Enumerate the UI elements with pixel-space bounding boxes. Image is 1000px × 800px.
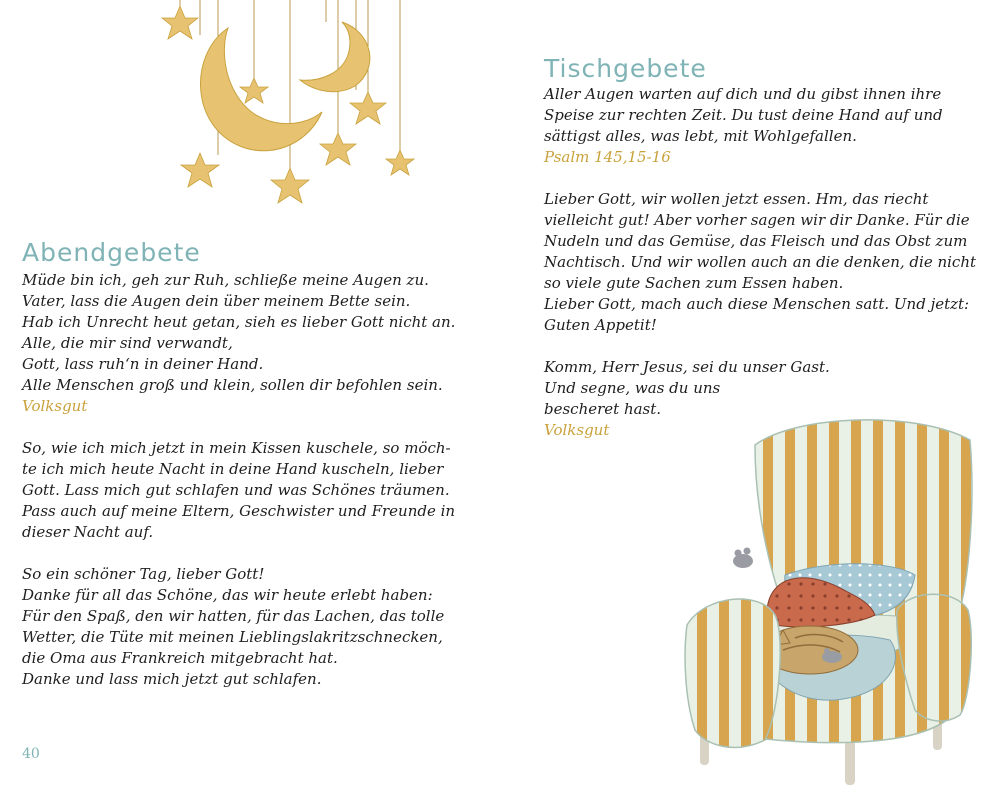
prayer-line: Aller Augen warten auf dich und du gibst ihnen ihre (544, 85, 942, 103)
prayer-line: te ich mich heute Nacht in deine Hand kuscheln, lieber (22, 460, 444, 478)
prayer-line: Danke und lass mich jetzt gut schlafen. (22, 670, 322, 688)
prayer-line: bescheret hast. (544, 400, 662, 418)
evening-prayer-1 (22, 270, 456, 690)
prayer-line: Guten Appetit! (544, 316, 657, 334)
prayer-line: so viele gute Sachen zum Essen haben. (544, 274, 844, 292)
table-prayers (544, 84, 977, 441)
prayer-line: Vater, lass die Augen dein über meinem Bette sein. (22, 292, 411, 310)
prayer-line: Und segne, was du uns (544, 379, 721, 397)
page-number: 40 (22, 746, 40, 762)
prayer-source: Volksgut (22, 397, 88, 415)
prayer-line: Nudeln und das Gemüse, das Fleisch und das Obst zum (544, 232, 968, 250)
prayer-line: Wetter, die Tüte mit meinen Lieblingslakritzschnecken, (22, 628, 443, 646)
armchair-with-cat-icon (675, 410, 985, 795)
prayer-line: Hab ich Unrecht heut getan, sieh es lieber Gott nicht an. (22, 313, 456, 331)
prayer-line: vielleicht gut! Aber vorher sagen wir dir Danke. Für die (544, 211, 970, 229)
prayer-line: Müde bin ich, geh zur Ruh, schließe meine Augen zu. (22, 271, 429, 289)
moon-stars-mobile-icon (150, 0, 420, 215)
evening-prayers-heading: Abendgebete (22, 238, 201, 267)
prayer-line: sättigst alles, was lebt, mit Wohlgefallen. (544, 127, 857, 145)
prayer-line: Alle, die mir sind verwandt, (22, 334, 233, 352)
prayer-line: Komm, Herr Jesus, sei du unser Gast. (544, 358, 830, 376)
prayer-line: Nachtisch. Und wir wollen auch an die denken, die nicht (544, 253, 977, 271)
prayer-line: die Oma aus Frankreich mitgebracht hat. (22, 649, 338, 667)
prayer-line: Speise zur rechten Zeit. Du tust deine Hand auf und (544, 106, 943, 124)
table-prayers-heading: Tischgebete (544, 54, 707, 83)
prayer-line: So ein schöner Tag, lieber Gott! (22, 565, 265, 583)
prayer-source: Volksgut (544, 421, 610, 439)
prayer-line: So, wie ich mich jetzt in mein Kissen kuschele, so möch- (22, 439, 451, 457)
prayer-line: Danke für all das Schöne, das wir heute erlebt haben: (22, 586, 433, 604)
prayer-line: Für den Spaß, den wir hatten, für das Lachen, das tolle (22, 607, 445, 625)
right-page (500, 0, 1000, 800)
prayer-source: Psalm 145,15-16 (544, 148, 671, 166)
prayer-line: Lieber Gott, wir wollen jetzt essen. Hm, das riecht (544, 190, 929, 208)
prayer-line: Lieber Gott, mach auch diese Menschen satt. Und jetzt: (544, 295, 970, 313)
prayer-line: Pass auch auf meine Eltern, Geschwister und Freunde in (22, 502, 456, 520)
prayer-line: dieser Nacht auf. (22, 523, 154, 541)
prayer-line: Gott, lass ruh‘n in deiner Hand. (22, 355, 264, 373)
prayer-line: Gott. Lass mich gut schlafen und was Schönes träumen. (22, 481, 450, 499)
prayer-line: Alle Menschen groß und klein, sollen dir befohlen sein. (22, 376, 443, 394)
